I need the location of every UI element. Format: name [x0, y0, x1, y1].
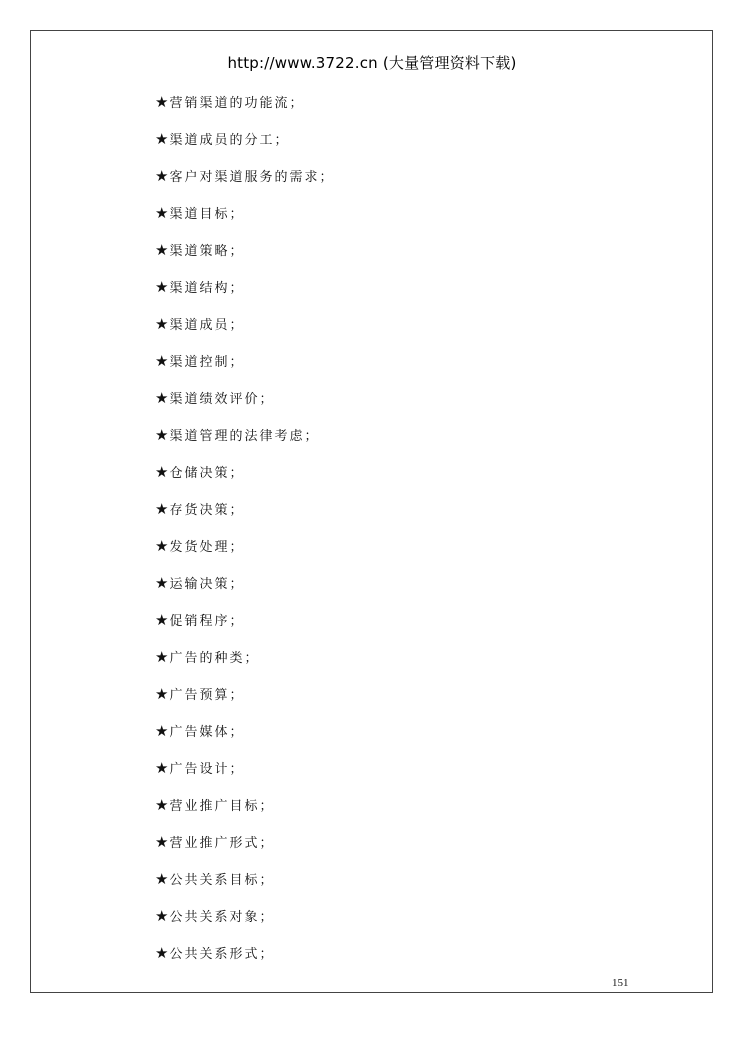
- list-item: [155, 904, 334, 941]
- list-item-text: 客户对渠道服务的需求；: [169, 170, 335, 185]
- star-bullet-icon: ★: [155, 796, 169, 814]
- list-item: [155, 867, 334, 904]
- list-item: [155, 127, 334, 164]
- star-bullet-icon: ★: [155, 500, 169, 518]
- list-item: [155, 608, 334, 645]
- list-item-text: 广告预算；: [169, 688, 245, 703]
- list-item: [155, 571, 334, 608]
- list-item: [155, 164, 334, 201]
- list-item: [155, 719, 334, 756]
- list-item-text: 营业推广目标；: [169, 799, 275, 814]
- list-item-text: 渠道结构；: [169, 281, 245, 296]
- list-item-text: 公共关系目标；: [169, 873, 275, 888]
- star-bullet-icon: ★: [155, 907, 169, 925]
- list-item-text: 渠道目标；: [169, 207, 245, 222]
- page-border: [30, 30, 713, 993]
- star-bullet-icon: ★: [155, 426, 169, 444]
- list-item-text: 营销渠道的功能流；: [169, 96, 305, 111]
- star-bullet-icon: ★: [155, 648, 169, 666]
- list-item: [155, 275, 334, 312]
- star-bullet-icon: ★: [155, 315, 169, 333]
- list-item-text: 仓储决策；: [169, 466, 245, 481]
- list-item: [155, 201, 334, 238]
- list-item: [155, 941, 334, 978]
- list-item: [155, 645, 334, 682]
- list-item: [155, 90, 334, 127]
- star-bullet-icon: ★: [155, 870, 169, 888]
- bullet-list: [155, 90, 334, 978]
- star-bullet-icon: ★: [155, 389, 169, 407]
- list-item: [155, 830, 334, 867]
- star-bullet-icon: ★: [155, 241, 169, 259]
- list-item: [155, 386, 334, 423]
- star-bullet-icon: ★: [155, 833, 169, 851]
- list-item-text: 渠道策略；: [169, 244, 245, 259]
- star-bullet-icon: ★: [155, 204, 169, 222]
- list-item-text: 广告设计；: [169, 762, 245, 777]
- star-bullet-icon: ★: [155, 278, 169, 296]
- list-item: [155, 349, 334, 386]
- list-item-text: 广告媒体；: [169, 725, 245, 740]
- star-bullet-icon: ★: [155, 463, 169, 481]
- list-item-text: 运输决策；: [169, 577, 245, 592]
- star-bullet-icon: ★: [155, 759, 169, 777]
- list-item: [155, 238, 334, 275]
- list-item: [155, 534, 334, 571]
- list-item-text: 渠道绩效评价；: [169, 392, 275, 407]
- list-item-text: 促销程序；: [169, 614, 245, 629]
- star-bullet-icon: ★: [155, 537, 169, 555]
- page-number: 151: [612, 977, 629, 989]
- list-item: [155, 460, 334, 497]
- list-item-text: 广告的种类；: [169, 651, 260, 666]
- list-item: [155, 312, 334, 349]
- list-item: [155, 756, 334, 793]
- list-item: [155, 423, 334, 460]
- star-bullet-icon: ★: [155, 944, 169, 962]
- star-bullet-icon: ★: [155, 685, 169, 703]
- list-item: [155, 793, 334, 830]
- list-item-text: 营业推广形式；: [169, 836, 275, 851]
- list-item-text: 渠道控制；: [169, 355, 245, 370]
- list-item-text: 发货处理；: [169, 540, 245, 555]
- list-item-text: 公共关系对象；: [169, 910, 275, 925]
- list-item: [155, 682, 334, 719]
- list-item: [155, 497, 334, 534]
- list-item-text: 渠道成员；: [169, 318, 245, 333]
- list-item-text: 存货决策；: [169, 503, 245, 518]
- list-item-text: 渠道成员的分工；: [169, 133, 290, 148]
- star-bullet-icon: ★: [155, 93, 169, 111]
- list-item-text: 公共关系形式；: [169, 947, 275, 962]
- star-bullet-icon: ★: [155, 130, 169, 148]
- star-bullet-icon: ★: [155, 574, 169, 592]
- source-url-header: http://www.3722.cn (大量管理资料下载): [227, 54, 517, 72]
- star-bullet-icon: ★: [155, 167, 169, 185]
- star-bullet-icon: ★: [155, 352, 169, 370]
- star-bullet-icon: ★: [155, 611, 169, 629]
- list-item-text: 渠道管理的法律考虑；: [169, 429, 320, 444]
- star-bullet-icon: ★: [155, 722, 169, 740]
